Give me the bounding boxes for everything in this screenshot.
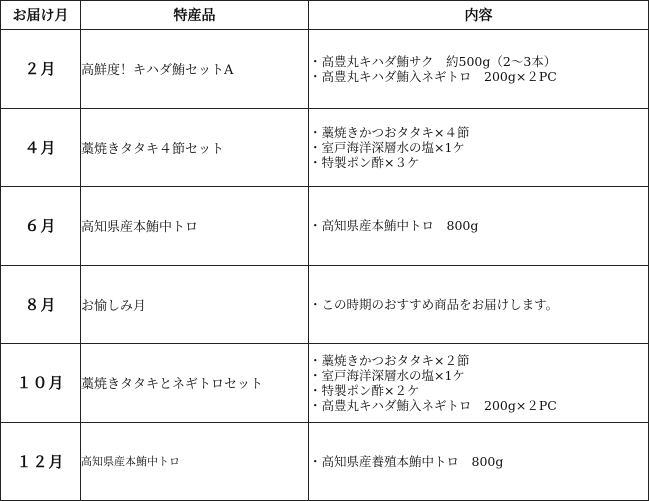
- contents-line: ・高知県産養殖本鮪中トロ 800g: [309, 453, 504, 469]
- product-cell: 藁焼きタタキとネギトロセット: [81, 344, 309, 423]
- contents-line: ・高知県産本鮪中トロ 800g: [309, 218, 479, 234]
- product-cell: 藁焼きタタキ４節セット: [81, 108, 309, 187]
- contents-line: ・この時期のおすすめ商品をお届けします。: [309, 296, 559, 312]
- month-cell: １２月: [1, 422, 81, 501]
- contents-line: ・室戸海洋深層水の塩×1ケ: [309, 367, 465, 383]
- month-cell: ８月: [1, 265, 81, 344]
- contents-cell: [309, 30, 649, 109]
- product-cell: 高知県産本鮪中トロ: [81, 422, 309, 501]
- header-row: [1, 1, 649, 30]
- contents-cell: [309, 422, 649, 501]
- table-row: [1, 108, 649, 187]
- contents-line: ・特製ポン酢×３ケ: [309, 154, 420, 170]
- header-delivery-month: お届け月: [1, 1, 81, 30]
- contents-cell: [309, 187, 649, 266]
- table-row: [1, 30, 649, 109]
- table-row: [1, 187, 649, 266]
- month-cell: ２月: [1, 30, 81, 109]
- header-contents: 内容: [309, 1, 649, 30]
- contents-line: ・室戸海洋深層水の塩×1ケ: [309, 139, 465, 155]
- month-cell: ６月: [1, 187, 81, 266]
- contents-line: ・特製ポン酢×２ケ: [309, 382, 420, 398]
- contents-cell: [309, 344, 649, 423]
- product-cell: お愉しみ月: [81, 265, 309, 344]
- product-cell: 高知県産本鮪中トロ: [81, 187, 309, 266]
- contents-line: ・高豊丸キハダ鮪サク 約500g（2〜3本）: [309, 53, 557, 69]
- month-cell: １０月: [1, 344, 81, 423]
- contents-line: ・高豊丸キハダ鮪入ネギトロ 200g×２PC: [309, 397, 557, 413]
- contents-line: ・高豊丸キハダ鮪入ネギトロ 200g×２PC: [309, 68, 557, 84]
- table-row: [1, 265, 649, 344]
- contents-cell: [309, 108, 649, 187]
- product-cell: 高鮮度！キハダ鮪セットA: [81, 30, 309, 109]
- contents-line: ・藁焼きかつおタタキ×４節: [309, 124, 470, 140]
- table-row: [1, 422, 649, 501]
- header-specialty: 特産品: [81, 1, 309, 30]
- contents-line: ・藁焼きかつおタタキ×２節: [309, 352, 470, 368]
- contents-cell: [309, 265, 649, 344]
- month-cell: ４月: [1, 108, 81, 187]
- table-row: [1, 344, 649, 423]
